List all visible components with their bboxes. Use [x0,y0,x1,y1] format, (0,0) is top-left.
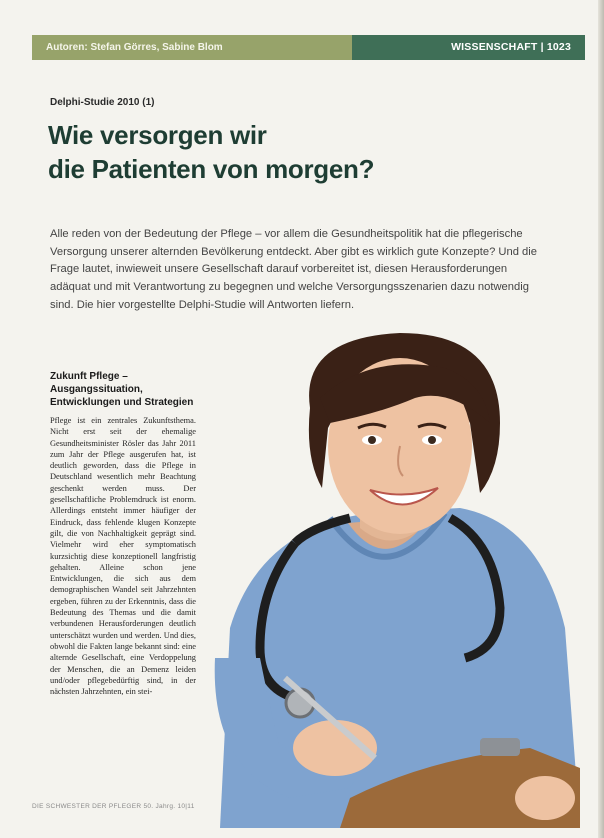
nurse-illustration [200,328,580,828]
section-label: WISSENSCHAFT | 1023 [352,35,585,60]
header-bar [32,35,585,60]
article-column [50,370,196,697]
page-footer: DIE SCHWESTER DER PFLEGER 50. Jahrg. 10|11 [32,803,195,810]
column-heading: Zukunft Pflege – Ausgangssituation, Entwicklungen und Strategien [50,371,194,408]
title-line: Wie versorgen wir [48,120,267,150]
article-kicker: Delphi-Studie 2010 (1) [50,97,155,108]
column-body: Pflege ist ein zentrales Zukunftsthema. Nicht erst seit der ehemalige Gesundheitsminister Rösler das Jahr 2011 zum Jahr der Pflege ausgerufen hat, ist deutlich geworden, dass die Pflege in Deutschland wesentlich mehr Beachtung geschenkt werden muss. Der gesellschaftliche Problemdruck ist enorm. Allerdings entsteht immer häufiger der Eindruck, dass fehlende klugen Konzepte gilt, die von Nachhaltigkeit geprägt sind. Vielmehr wird eher symptomatisch kurzsichtig diese konzeptionell langfristig gehalten. Alleine schon jene Entwicklungen, die sich aus dem demographischen Wandel seit Jahrzehnten ergeben, führen zu der Erkenntnis, dass die Bedeutung des Themas und die damit verbundenen Herausforderungen deutlich unterschätzt wurden und werden. Und dies, obwohl die Fakten lange bekannt sind: eine alternde Gesellschaft, eine Verdoppelung der Menschen, die an Demenz leiden und/oder pflegebedürftig sind, in der nächsten Jahrzehnten, ein stei- [50,416,196,697]
article-lead: Alle reden von der Bedeutung der Pflege – vor allem die Gesundheitspolitik hat die pflegerische Versorgung unserer alternden Bevölkerung entdeckt. Aber gibt es wirklich gute Konzepte? Und die Frage lautet, inwieweit unsere Gesellschaft darauf vorbereitet ist, diesen Herausforderungen adäquat und mit Verantwortung zu begegnen und welche Versorgungsszenarien dazu notwendig sind. Die hier vorgestellte Delphi-Studie will Antworten liefern. [50,228,537,311]
page-edge [598,0,604,838]
article-title [48,118,374,186]
title-line: die Patienten von morgen? [48,154,375,184]
nurse-photo [200,328,580,828]
authors-label: Autoren: Stefan Görres, Sabine Blom [32,35,352,60]
